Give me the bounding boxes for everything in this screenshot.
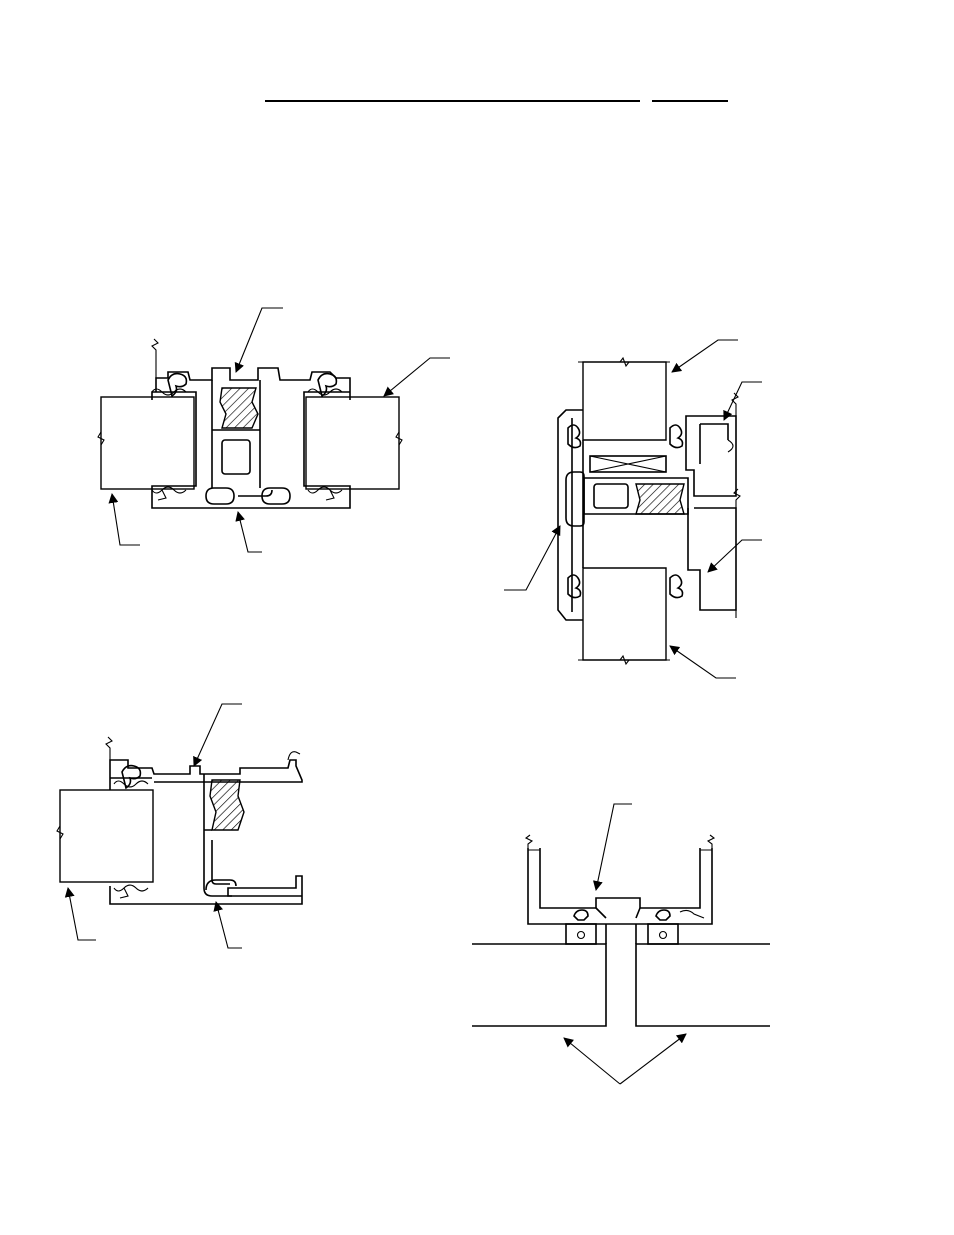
thermal-break-hatch	[636, 484, 684, 514]
detail-b-vertical	[504, 340, 762, 678]
glass-pane-left	[101, 397, 194, 489]
leader-arrow	[504, 526, 560, 590]
interior-profile	[686, 416, 736, 610]
glass-pane	[60, 790, 153, 882]
leader-arrow	[384, 358, 450, 396]
leader-arrow	[68, 888, 96, 940]
break-line	[152, 339, 158, 378]
leader-arrow	[620, 1034, 686, 1084]
leader-arrow	[708, 540, 762, 572]
leader-arrow	[236, 308, 283, 372]
detail-c-jamb	[57, 704, 302, 948]
jamb-frame	[558, 410, 583, 620]
leader-arrow	[564, 1038, 620, 1084]
clip-right	[648, 924, 678, 944]
leader-arrow	[670, 646, 736, 678]
thermal-break-hatch	[210, 780, 244, 830]
glass-pane-lower	[583, 568, 666, 660]
detail-a-mullion	[98, 308, 450, 552]
leader-arrow	[672, 340, 738, 372]
hollow-chamber	[594, 484, 628, 508]
leader-arrow	[238, 512, 262, 552]
leader-arrow	[216, 902, 242, 948]
thermal-break-hatch	[220, 388, 258, 428]
leader-arrow	[724, 382, 762, 420]
glass-pane-upper	[583, 362, 666, 440]
clip-left	[566, 924, 596, 944]
cap-extrusion	[528, 848, 712, 924]
glass-pane-right	[306, 397, 399, 489]
leader-arrow	[596, 804, 632, 890]
panel-right	[636, 944, 770, 1026]
panel-left	[472, 944, 606, 1026]
detail-d-butt-joint	[472, 804, 770, 1084]
hollow-chamber	[222, 440, 250, 474]
leader-arrow	[112, 494, 140, 545]
leader-arrow	[194, 704, 242, 766]
